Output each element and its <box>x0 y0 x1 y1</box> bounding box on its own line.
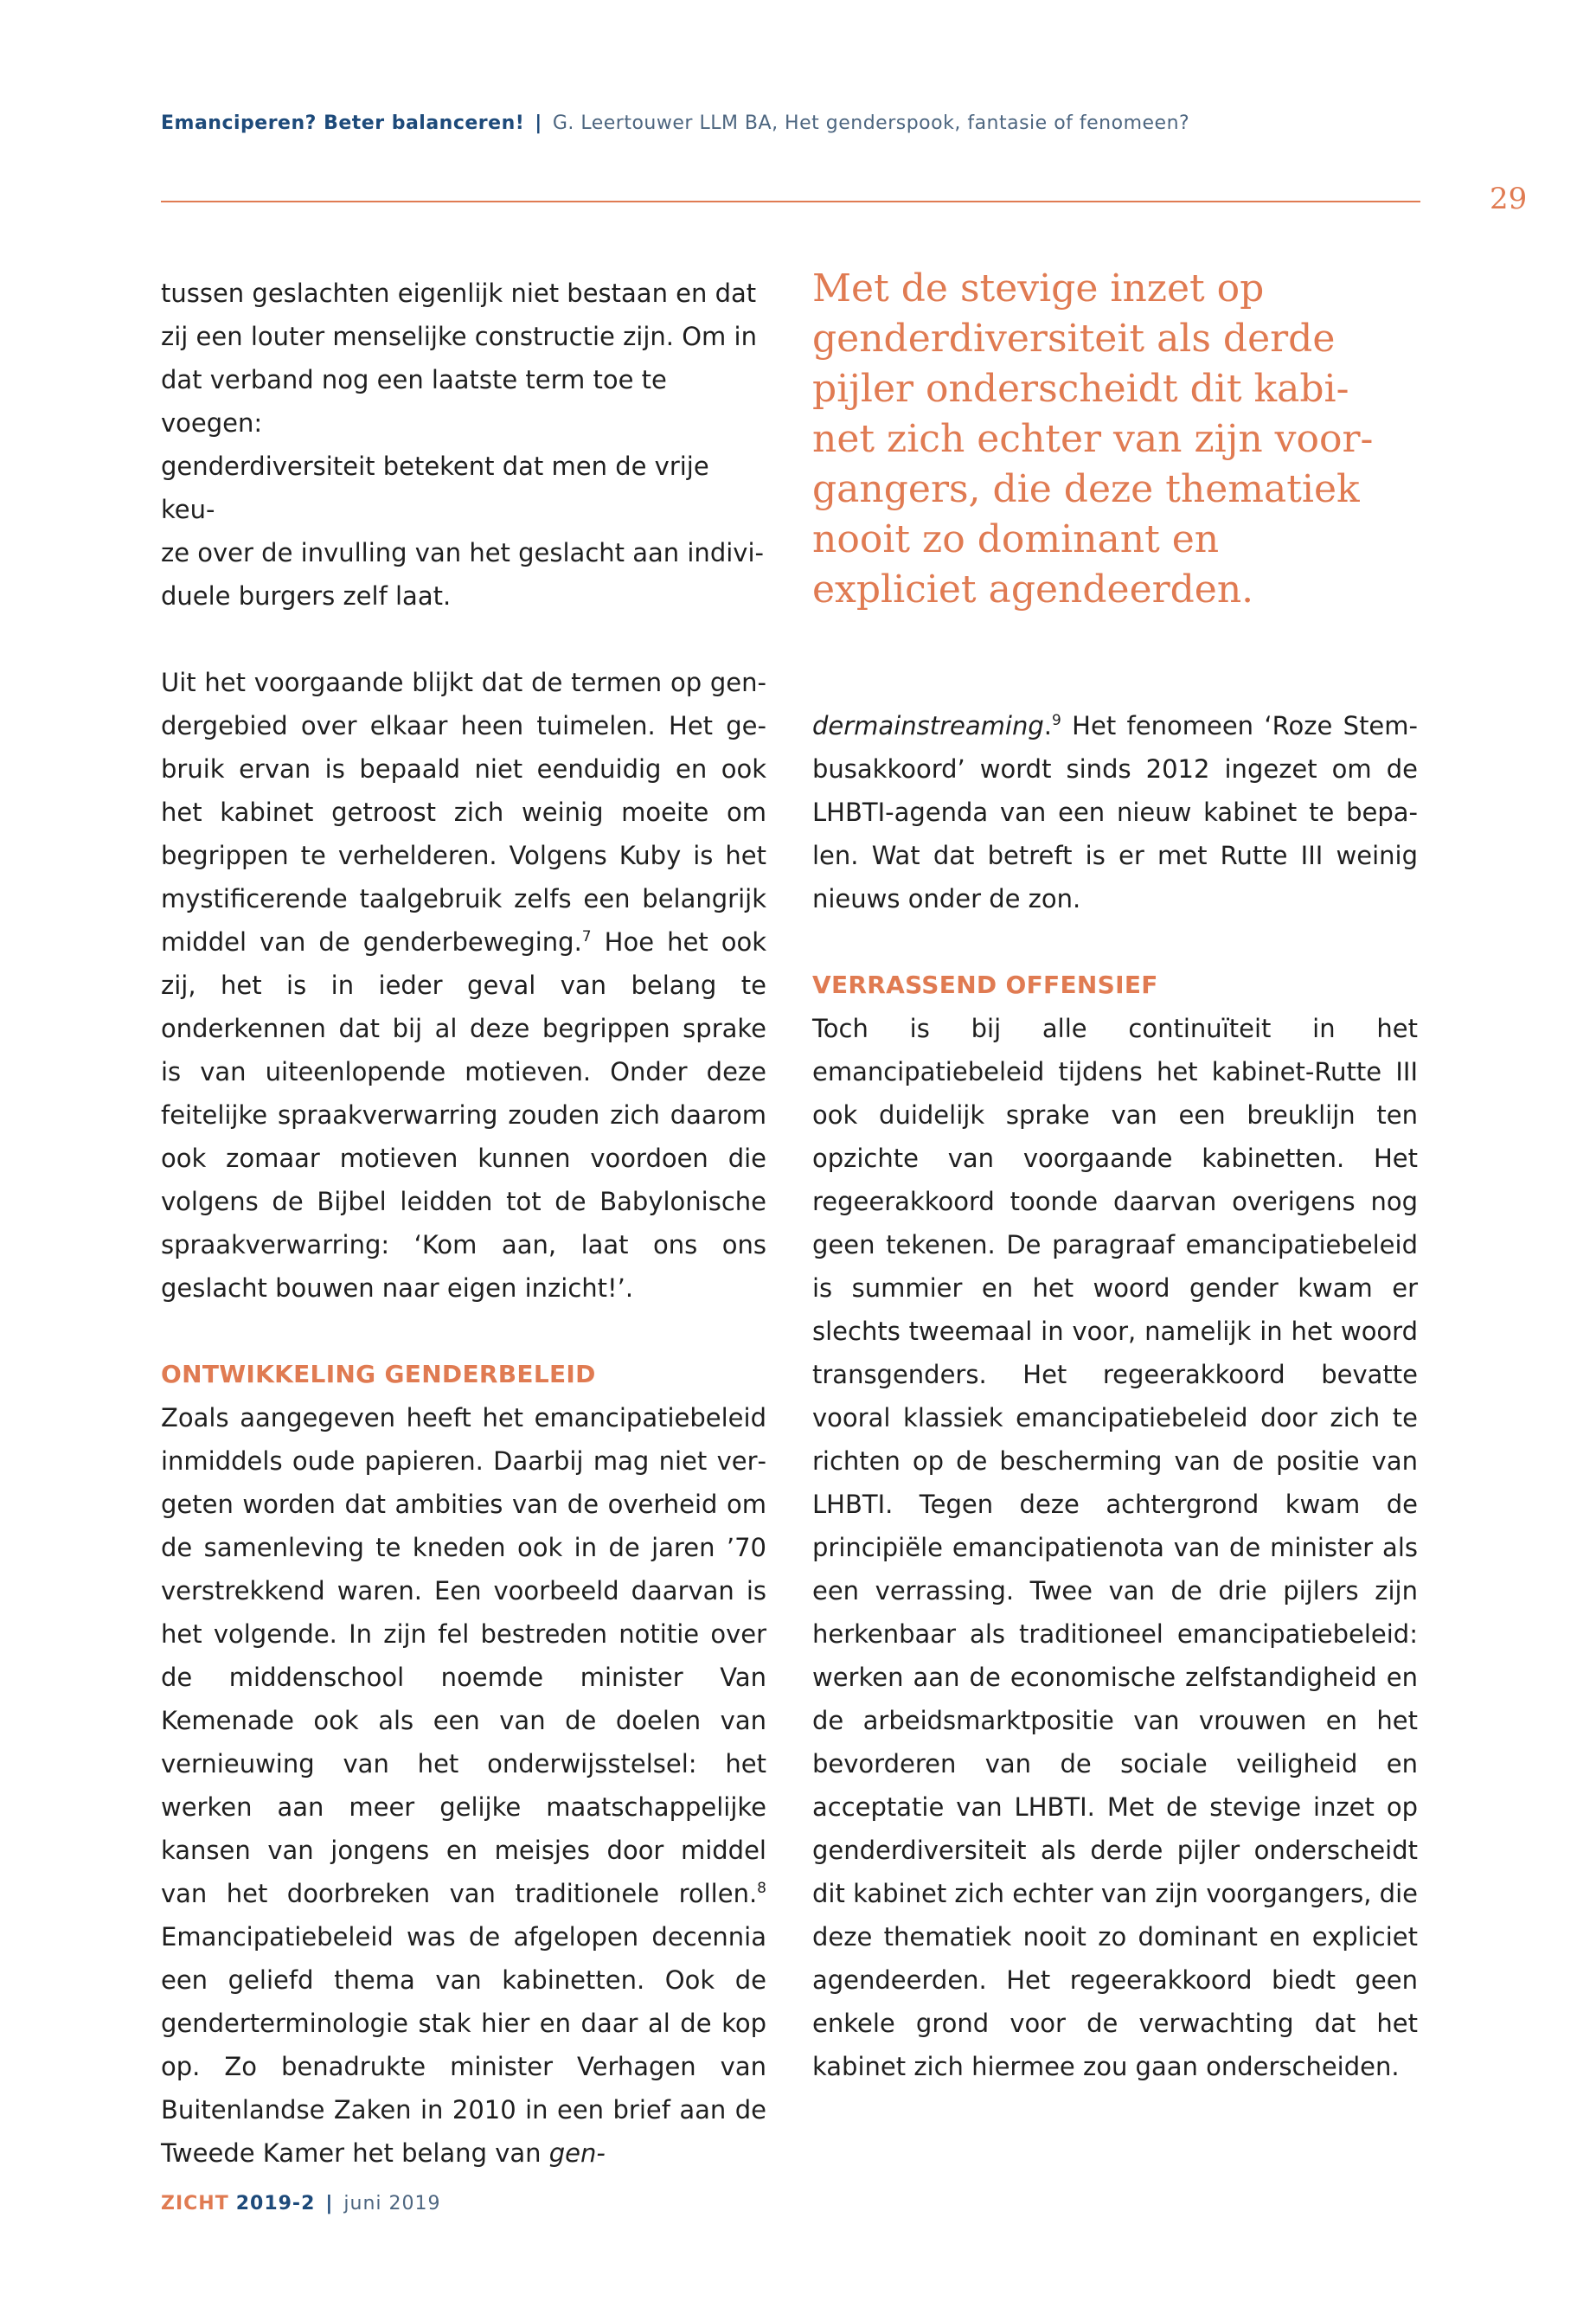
quote-line: expliciet agendeerden. <box>812 567 1254 612</box>
text-line: duele burgers zelf laat. <box>161 581 452 611</box>
footnote-ref-9: 9 <box>1051 712 1061 729</box>
pull-quote <box>812 264 1435 615</box>
text-run: Hoe het ook zij, het is in ieder geval van belang te onderkennen dat bij al deze begrippen sprake is van uiteenlopende motieven. Onder deze feitelijke spraakverwarring zouden zich daarom ook zomaar motieven kunnen voordoen die volgens de Bijbel leidden tot de Babylonische spraakverwarring: ‘Kom aan, laat ons ons geslacht bouwen naar eigen inzicht!’. <box>161 927 767 1303</box>
text-line: genderdiversiteit betekent dat men de vrije keu- <box>161 452 709 524</box>
text-line: tussen geslachten eigenlijk niet bestaan en dat <box>161 279 757 308</box>
footer-journal: ZICHT <box>161 2193 229 2214</box>
footer-separator: | <box>325 2193 334 2214</box>
quote-line: pijler onderscheidt dit kabi- <box>812 367 1349 411</box>
header-rule <box>161 201 1420 202</box>
text-line: zij een louter menselijke constructie zijn. Om in <box>161 322 757 351</box>
text-line: dat verband nog een laatste term toe te voegen: <box>161 365 667 438</box>
text-run: Emancipatiebeleid was de afgelopen decennia een geliefd thema van kabinetten. Ook de genderterminologie stak hier en daar al de kop op. Zo benadrukte minister Verhagen van Buitenlandse Zaken in 2010 in een brief aan de Tweede Kamer het belang van <box>161 1922 766 2168</box>
running-footer <box>161 2193 441 2214</box>
footnote-ref-7: 7 <box>581 928 592 945</box>
quote-line: net zich echter van zijn voor- <box>812 417 1374 461</box>
quote-line: nooit zo dominant en <box>812 517 1220 561</box>
footnote-ref-8: 8 <box>757 1880 766 1897</box>
text-run: Zoals aangegeven heeft het emancipatiebeleid inmiddels oude papieren. Daarbij mag niet vergeten worden dat ambities van de overheid om de samenleving te kneden ook in de jaren ’70 verstrekkend waren. Een voorbeeld daarvan is het volgende. In zijn fel bestreden notitie over de middenschool noemde minister Van Kemenade ook als een van de doelen van vernieuwing van het onderwijsstelsel: het werken aan meer gelijke maatschappelijke kansen van jongens en meisjes door middel van het doorbreken van traditionele rollen. <box>161 1403 766 1908</box>
text-run: Het fenomeen ‘Roze Stembusakkoord’ wordt sinds 2012 ingezet om de LHBTI-agenda van een nieuw kabinet te bepalen. Wat dat betreft is er met Rutte III weinig nieuws onder de zon. <box>812 711 1418 913</box>
running-header <box>161 112 1424 134</box>
text-line: ze over de invulling van het geslacht aan indivi- <box>161 538 764 567</box>
header-separator: | <box>535 112 542 134</box>
text-run: Uit het voorgaande blijkt dat de termen op gendergebied over elkaar heen tuimelen. Het gebruik ervan is bepaald niet eenduidig en ook het kabinet getroost zich weinig moeite om begrippen te verhelderen. Volgens Kuby is het mystificerende taalgebruik zelfs een belangrijk middel van de genderbeweging. <box>161 668 766 957</box>
page-number: 29 <box>1490 182 1528 216</box>
article-author-title: G. Leertouwer LLM BA, Het genderspook, fantasie of fenomeen? <box>552 112 1190 134</box>
quote-line: genderdiversiteit als derde <box>812 317 1336 361</box>
journal-title: Emanciperen? Beter balanceren! <box>161 112 525 134</box>
footer-issue: 2019-2 <box>235 2193 316 2214</box>
footer-date: juni 2019 <box>343 2193 441 2214</box>
text-run: . <box>1043 711 1052 740</box>
paragraph-continued <box>812 704 1418 920</box>
quote-line: gangers, die deze thematiek <box>812 467 1360 511</box>
italic-term: gen- <box>548 2138 606 2168</box>
right-column <box>812 704 1418 2088</box>
paragraph-3 <box>161 1396 766 2175</box>
paragraph-4: Toch is bij alle continuïteit in het emancipatiebeleid tijdens het kabinet-Rutte III ook duidelijk sprake van een breuklijn ten opzichte van voorgaande kabinetten. Het regeerakkoord toonde daarvan overigens nog geen tekenen. De paragraaf emancipatiebeleid is summier en het woord gender kwam er slechts tweemaal in voor, namelijk in het woord transgenders. Het regeerakkoord bevatte vooral klassiek emancipatiebeleid door zich te richten op de bescherming van de positie van LHBTI. Tegen deze achtergrond kwam de principiële emancipatienota van de minister als een verrassing. Twee van de drie pijlers zijn herkenbaar als traditioneel emancipatiebeleid: werken aan de economische zelfstandigheid en de arbeidsmarktpositie van vrouwen en het bevorderen van de sociale veiligheid en acceptatie van LHBTI. Met de stevige inzet op genderdiversiteit als derde pijler onderscheidt dit kabinet zich echter van zijn voorgangers, die deze thematiek nooit zo dominant en expliciet agendeerden. Het regeerakkoord biedt geen enkele grond voor de verwachting dat het kabinet zich hiermee zou gaan onderscheiden. <box>812 1014 1418 2081</box>
left-column <box>161 272 766 2175</box>
paragraph-1 <box>161 272 766 618</box>
italic-term: dermainstreaming <box>812 711 1044 740</box>
paragraph-2 <box>161 661 766 1310</box>
section-heading: ONTWIKKELING GENDERBELEID <box>161 1360 596 1388</box>
section-heading: VERRASSEND OFFENSIEF <box>812 971 1158 999</box>
quote-line: Met de stevige inzet op <box>812 266 1265 311</box>
